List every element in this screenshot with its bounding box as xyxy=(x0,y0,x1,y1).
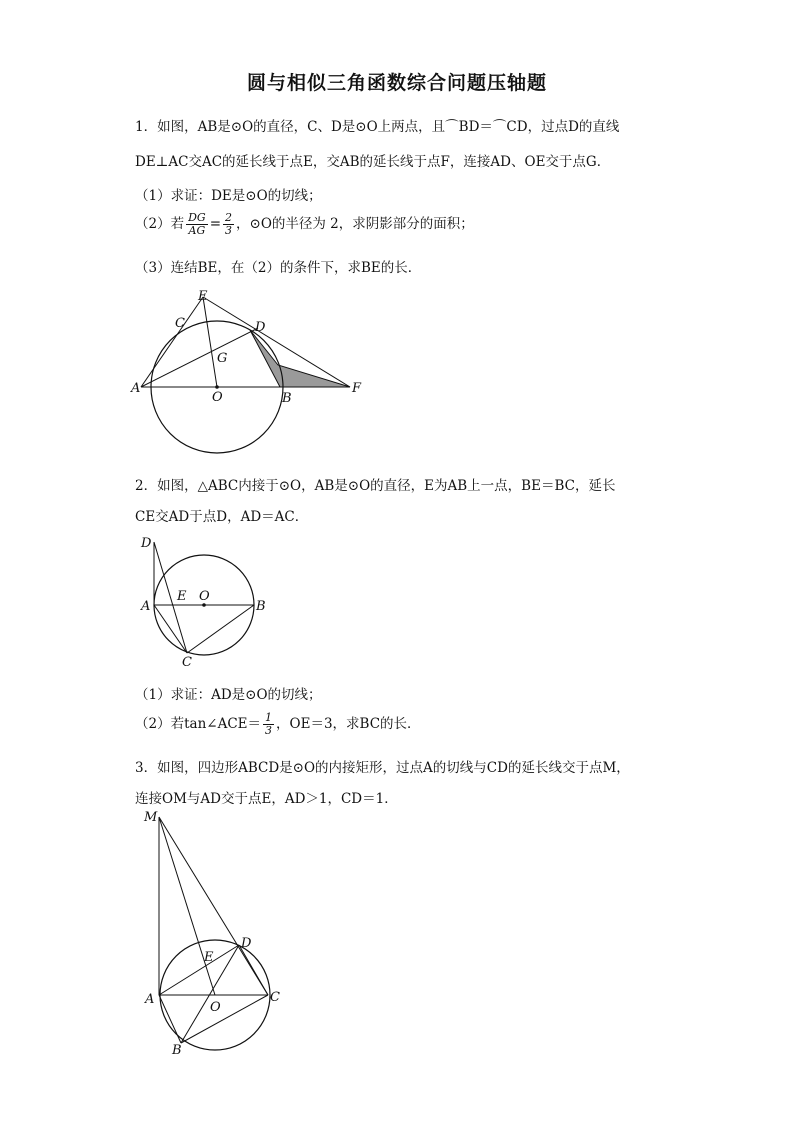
label-e: E xyxy=(204,950,214,965)
shaded-region xyxy=(250,330,350,387)
segment-a-e xyxy=(141,297,203,387)
label-c: C xyxy=(175,316,185,331)
label-e: E xyxy=(177,589,187,604)
q2-line1: 2．如图，△ABC内接于⊙O，AB是⊙O的直径，E为AB上一点，BE＝BC，延长 xyxy=(135,478,616,494)
label-b: B xyxy=(256,599,266,614)
segment-a-d xyxy=(159,945,239,995)
label-c: C xyxy=(182,655,192,670)
label-d: D xyxy=(255,320,266,335)
label-e: E xyxy=(198,289,208,304)
label-g: G xyxy=(217,351,228,366)
label-b: B xyxy=(282,391,292,406)
q2-part2: （2）若tan∠ACE＝ $\frac{1}{3}$ ，OE＝3，求BC的长． xyxy=(135,711,421,737)
q1-line2: DE⊥AC交AC的延长线于点E，交AB的延长线于点F，连接AD、OE交于点G． xyxy=(135,154,611,170)
label-c: C xyxy=(270,990,280,1005)
label-o: O xyxy=(212,390,223,405)
label-o: O xyxy=(199,589,210,604)
label-d: D xyxy=(241,936,252,951)
q1-figure xyxy=(130,285,370,460)
q1-part2: （2）若 $\frac{DG}{AG}$ = $\frac{2}{3}$ ，⊙O的半径为 2，求阴影部分的面积； xyxy=(135,211,474,237)
q3-figure xyxy=(135,805,295,1055)
label-a: A xyxy=(131,381,141,396)
label-b: B xyxy=(172,1043,182,1055)
q1-part1: （1）求证：DE是⊙O的切线； xyxy=(135,188,322,204)
q3-line2: 连接OM与AD交于点E，AD＞1，CD＝1． xyxy=(135,791,398,807)
page-title: 圆与相似三角函数综合问题压轴题 xyxy=(246,72,547,94)
q1-line1: 1．如图，AB是⊙O的直径，C、D是⊙O上两点，且⌒BD＝⌒CD，过点D的直线 xyxy=(135,119,620,135)
segment-a-c xyxy=(154,605,187,653)
segment-a-b xyxy=(159,995,181,1043)
label-d: D xyxy=(141,536,152,551)
label-a: A xyxy=(145,992,155,1007)
q3-line1: 3．如图，四边形ABCD是⊙O的内接矩形，过点A的切线与CD的延长线交于点M， xyxy=(135,760,630,776)
label-a: A xyxy=(141,599,151,614)
q2-line2: CE交AD于点D，AD＝AC． xyxy=(135,509,309,525)
point-o xyxy=(215,385,219,389)
q2-part1: （1）求证：AD是⊙O的切线； xyxy=(135,687,322,703)
label-f: F xyxy=(352,381,362,396)
segment-m-c xyxy=(159,817,268,995)
label-m: M xyxy=(144,810,158,825)
segment-b-c xyxy=(181,995,268,1043)
q2-tan-fraction: $\frac{1}{3}$ xyxy=(265,711,273,737)
q1-value-fraction: $\frac{2}{3}$ xyxy=(225,211,233,237)
segment-b-c xyxy=(187,605,254,653)
q2-figure xyxy=(135,530,275,670)
q1-ratio-fraction: $\frac{DG}{AG}$ xyxy=(188,211,206,237)
label-o: O xyxy=(210,1000,221,1015)
q1-part3: （3）连结BE，在（2）的条件下，求BE的长． xyxy=(135,260,422,276)
segment-o-e xyxy=(203,297,217,387)
